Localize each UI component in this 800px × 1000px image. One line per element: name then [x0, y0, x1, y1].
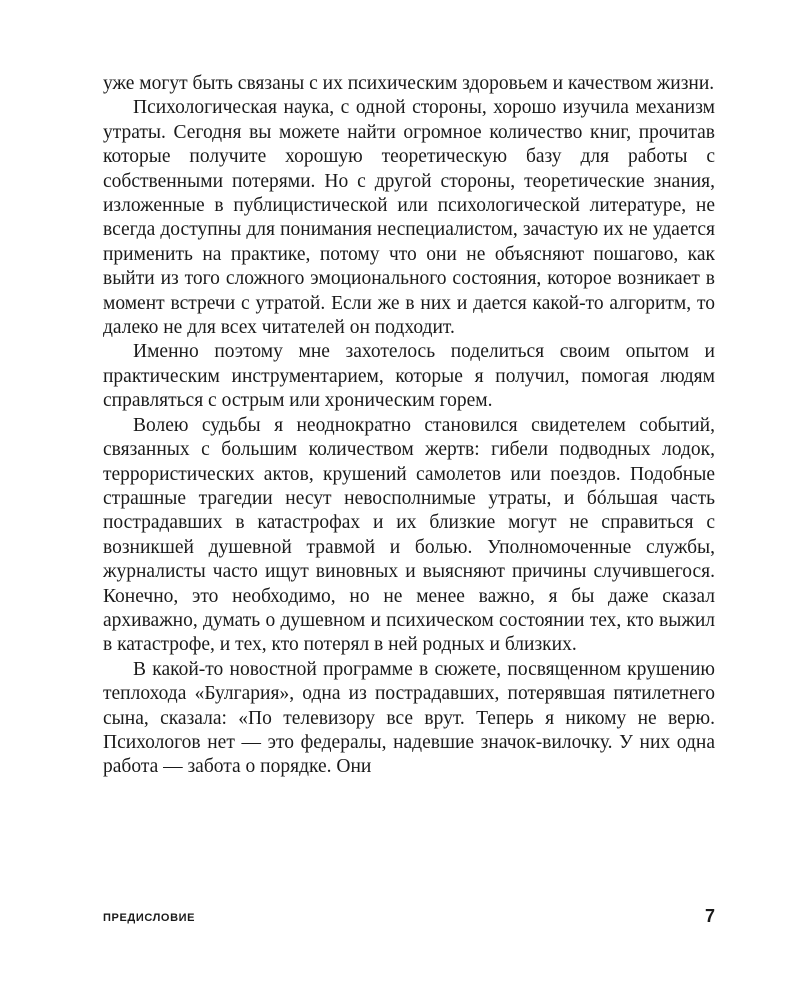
paragraph: Волею судьбы я неоднократно становился свидетелем событий, связанных с большим количеством жертв: гибели подводных лодок, террористических актов, крушений самолетов или поездов. Подобные страшные трагедии несут невосполнимые утраты, и бóльшая часть пострадавших в катастрофах и их близкие могут не справиться с возникшей душевной травмой и болью. Уполномоченные службы, журналисты часто ищут виновных и выясняют причины случившегося. Конечно, это необходимо, но не менее важно, я бы даже сказал архиважно, думать о душевном и психическом состоянии тех, кто выжил в катастрофе, и тех, кто потерял в ней родных и близких.	[103, 414, 715, 656]
page-number: 7	[704, 906, 715, 926]
paragraph: Психологическая наука, с одной стороны, хорошо изучила механизм утраты. Сегодня вы можете найти огромное количество книг, прочитав которые получите хорошую теоретическую базу для работы с собственными потерями. Но с другой стороны, теоретические знания, изложенные в публицистической или психологической литературе, не всегда доступны для понимания неспециалистом, зачастую их не удается применить на практике, потому что они не объясняют пошагово, как выйти из того сложного эмоционального состояния, которое возникает в момент встречи с утратой. Если же в них и дается какой-то алгоритм, то далеко не для всех читателей он подходит.	[103, 97, 715, 339]
body-text	[103, 72, 715, 780]
paragraph-continuation: уже могут быть связаны с их психическим здоровьем и качеством жизни.	[103, 73, 715, 94]
paragraph: В какой-то новостной программе в сюжете, посвященном крушению теплохода «Булгария», одна из пострадавших, потерявшая пятилетнего сына, сказала: «По телевизору все врут. Теперь я никому не верю. Психологов нет — это федералы, надевшие значок-вилочку. У них одна работа — забота о порядке. Они	[103, 658, 715, 778]
paragraph: Именно поэтому мне захотелось поделиться своим опытом и практическим инструментарием, которые я получил, помогая людям справляться с острым или хроническим горем.	[103, 341, 715, 412]
page-footer	[103, 906, 715, 930]
running-head: ПРЕДИСЛОВИЕ	[103, 912, 196, 924]
